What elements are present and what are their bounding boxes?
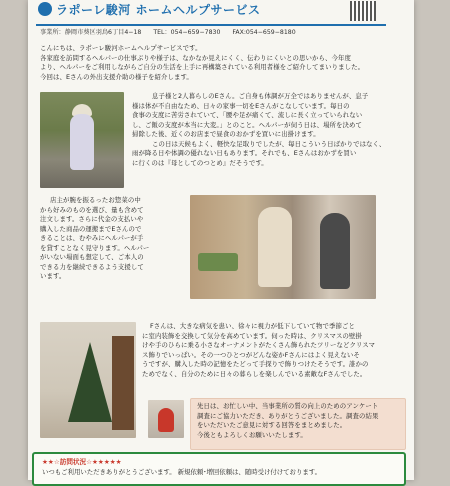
story2-paragraph	[40, 196, 190, 282]
photo-clerk-shape	[320, 213, 350, 289]
story3-line: うですが、購入した時の記憶をたどって手探りで飾りつけたそうです。誰かの	[142, 360, 369, 368]
photo-doll-shape	[158, 408, 174, 432]
photo-door-shape	[112, 336, 134, 430]
intro-line: 各家庭を訪問するヘルパーの仕事ぶりや様子は、なかなか見えにくく、伝わりにくいとの思いから、今年度	[40, 53, 351, 62]
story2-line: 注文します。さらに代金の支払いや	[40, 215, 144, 223]
story3-line: ためでなく、自分のために日々の暮らしを楽しんでいる素敵なFさんでした。	[142, 369, 367, 378]
story3-paragraph	[142, 322, 406, 379]
story1-line: 息子様と2人暮らしのEさん。ご自身も体調が万全ではありませんが、息子	[152, 92, 369, 100]
intro-line: より、ヘルパーをご利用しながらご自分の生活を上手に再構築されている利用者様をご紹介してまいりました。	[40, 63, 365, 71]
visit-status-title: ★★☆訪問状況☆★★★★★	[42, 458, 122, 466]
tel-number: TEL：054−659−7830	[153, 29, 221, 36]
story3-line: に室内装飾を交換して気分を高めています。伺った時は、クリスマスの壁掛	[142, 331, 362, 340]
story2-line: がいない場面も想定して、ご本人の	[40, 253, 144, 261]
story2-line: 店主が腕を振るったお惣菜の中	[50, 196, 141, 204]
story1-line: 雨が降る日や体調の優れない日もあります。それでも、Eさんはおかずを買い	[132, 149, 357, 157]
story2-line: います。	[40, 272, 66, 280]
photo-dish-shape	[198, 253, 238, 271]
story2-line: 購入した商品の運搬までEさんので	[40, 224, 142, 233]
photo-ornament	[148, 400, 184, 438]
story1-line: この日は天候もよく、軽快な足取りでしたが、毎日こういう日ばかりではなく、	[152, 139, 386, 148]
story2-line: から好みのものを選び、量も含めて	[40, 205, 144, 214]
logo-icon	[38, 2, 52, 16]
photo-customer-shape	[258, 207, 292, 287]
survey-line: 調査にご協力いただき、ありがとうございました。調査の結果	[197, 411, 379, 420]
story2-line: できる力を継続できるよう支援して	[40, 262, 144, 271]
visit-status-text: いつもご利用いただきありがとうございます。 新規依頼･増回依頼は、随時受け付けております。	[42, 468, 321, 476]
story2-line: を貸すことなく見守ります。ヘルパー	[40, 243, 150, 252]
story2-line: きることは、むやみにヘルパーが手	[40, 234, 144, 242]
story1-line: 掃除した後、近くのお店まで昼食のおかずを買いに出掛けます。	[132, 130, 320, 138]
survey-line: 先日は、お忙しい中、当事業所の質の向上のためのアンケート	[197, 402, 379, 410]
intro-paragraph	[40, 44, 390, 82]
story1-line: し、ご飯の支度が本当に大変。」とのこと。ヘルパーが伺う日は、場所を決めて	[132, 120, 363, 129]
qr-code-icon	[350, 1, 376, 21]
story1-line: に行くのは『母としてのつとめ』だそうです。	[132, 158, 268, 167]
photo-christmas-tree	[40, 322, 136, 438]
photo-person-shape	[70, 114, 94, 170]
survey-text	[197, 402, 403, 440]
survey-line: をいただいたご意見に対する回答をまとめました。	[197, 421, 347, 429]
office-address: 事業所：静岡市葵区羽鳥6丁目4−18	[40, 29, 142, 36]
photo-deli-counter	[190, 195, 376, 299]
intro-line: 今回は、Eさんの外出支援介助の様子を紹介します。	[40, 72, 193, 81]
intro-line: こんにちは、ラポーレ駿河ホームヘルプサービスです。	[40, 44, 202, 52]
story3-line: けや手のひらに乗る小さなオーナメントがたくさん飾られたツリーなどクリスマ	[142, 341, 376, 349]
story3-line: ス飾りでいっぱい。その一つひとつがどんな姿かFさんにはよく見えないそ	[142, 350, 360, 359]
story1-line: 食事の支度に苦労されていて、「腰や足が痛くて、流しに長く立っていられない	[132, 111, 363, 119]
fax-number: FAX:054−659−8180	[232, 29, 296, 36]
survey-line: 今後ともよろしくお願いいたします。	[197, 430, 307, 439]
contact-line	[40, 27, 385, 36]
story3-line: Fさんは、大きな病気を患い、徐々に視力が低下していて物で季節ごと	[150, 322, 355, 330]
header-divider	[36, 24, 386, 26]
brand-title: ラポーレ駿河 ホームヘルプサービス	[56, 3, 261, 17]
survey-notice-box	[190, 398, 406, 450]
visit-status-box	[32, 452, 406, 486]
photo-walking-outdoors	[40, 92, 124, 188]
photo-tree-shape	[68, 342, 112, 422]
story1-line: 様は体が不自由なため、日々の家事一切をEさんがこなしています。毎日の	[132, 101, 350, 110]
story1-paragraph	[132, 92, 402, 168]
